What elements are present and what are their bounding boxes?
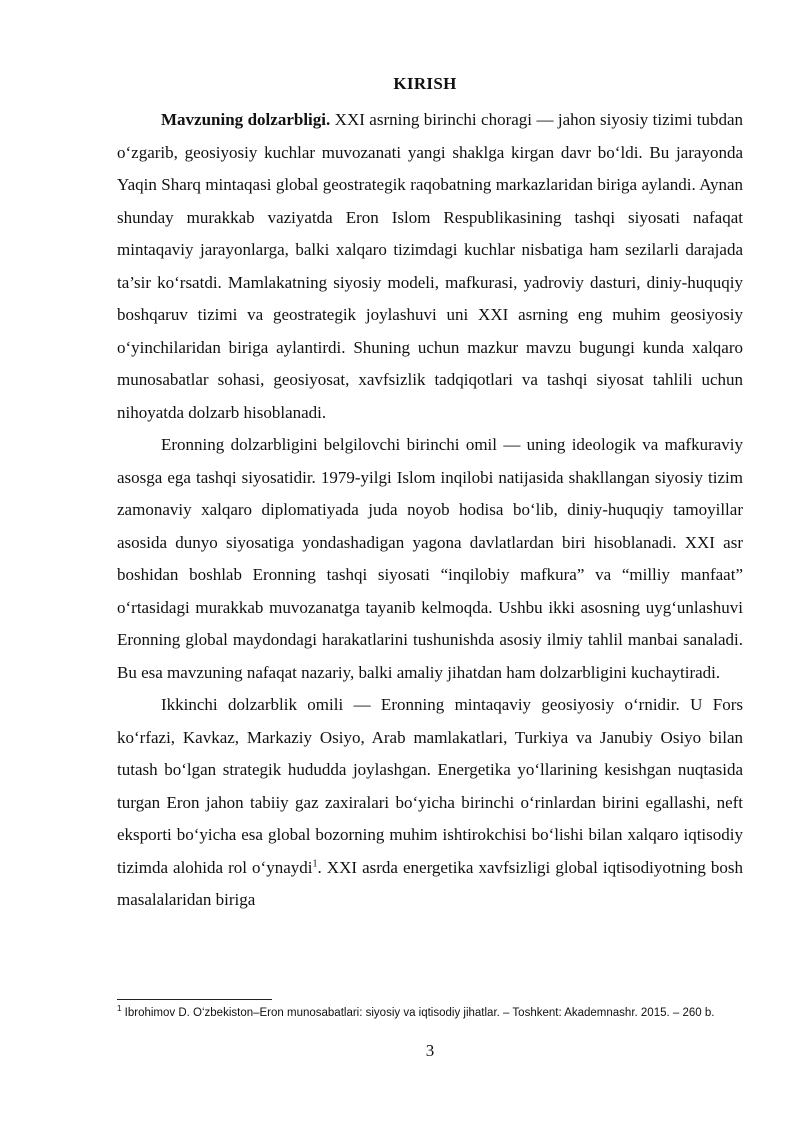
- footnote-separator: [117, 999, 272, 1000]
- paragraph-3-continuation: . XXI asrda energetika xavfsizligi global iqtisodiyotning bosh masalalaridan biriga: [117, 857, 743, 909]
- footnote-marker: 1: [117, 1004, 122, 1014]
- page-number: 3: [425, 1041, 435, 1060]
- paragraph-2: Eronning dolzarbligini belgilovchi birinchi omil — uning ideologik va mafkuraviy asosga ega tashqi siyosatidir. 1979-yilgi Islom inqilobi natijasida shakllangan siyosiy tizim zamonaviy xalqaro diplomatiyada juda noyob hodisa bo‘lib, diniy-huquqiy tamoyillar asosida dunyo siyosatiga yondashadigan yagona davlatlardan biri hisoblanadi. XXI asr boshidan boshlab Eronning tashqi siyosati “inqilobiy mafkura” va “milliy manfaat” o‘rtasidagi murakkab muvozanatga tayanib kelmoqda. Ushbu ikki asosning uyg‘unlashuvi Eronning global maydondagi harakatlarini tushunishda asosiy ilmiy tahlil manbai sanaladi. Bu esa mavzuning nafaqat nazariy, balki amaliy jihatdan ham dolzarbligini kuchaytiradi.: [117, 435, 743, 682]
- relevance-heading: Mavzuning dolzarbligi.: [161, 110, 331, 129]
- paragraph-1-text: XXI asrning birinchi choragi — jahon siyosiy tizimi tubdan o‘zgarib, geosiyosiy kuchlar muvozanati yangi shaklga kirgan davr bo‘ldi. Bu jarayonda Yaqin Sharq mintaqasi global geostrategik raqobatning markazlaridan biriga aylandi. Aynan shunday murakkab vaziyatda Eron Islom Respublikasining tashqi siyosati nafaqat mintaqaviy jarayonlarga, balki xalqaro tizimdagi kuchlar nisbatiga ham sezilarli darajada ta’sir ko‘rsatdi. Mamlakatning siyosiy modeli, mafkurasi, yadroviy dasturi, diniy-huquqiy boshqaruv tizimi va geostrategik joylashuvi uni XXI asrning eng muhim geosiyosiy o‘yinchilaridan biriga aylantirdi. Shuning uchun mazkur mavzu bugungi kunda xalqaro munosabatlar sohasi, geosiyosat, xavfsizlik tadqiqotlari va tashqi siyosat tahlili uchun nihoyatda dolzarb hisoblanadi.: [117, 110, 743, 422]
- footnote-text: Ibrohimov D. O‘zbekiston–Eron munosabatlari: siyosiy va iqtisodiy jihatlar. – Toshkent: Akademnashr. 2015. – 260 b.: [121, 1007, 715, 1019]
- section-title: KIRISH: [393, 74, 457, 93]
- footnote-reference[interactable]: 1: [312, 857, 318, 869]
- paragraph-3-text: Ikkinchi dolzarblik omili — Eronning mintaqaviy geosiyosiy o‘rnidir. U Fors ko‘rfazi, Kavkaz, Markaziy Osiyo, Arab mamlakatlari, Turkiya va Janubiy Osiyo bilan tutash bo‘lgan strategik hududda joylashgan. Energetika yo‘llarining kesishgan nuqtasida turgan Eron jahon tabiiy gaz zaxiralari bo‘yicha birinchi o‘rinlardan birini egallashi, neft eksporti bo‘yicha esa global bozorning muhim ishtirokchisi bo‘lishi bilan xalqaro iqtisodiy tizimda alohida rol o‘ynaydi: [117, 695, 743, 877]
- body-text: [117, 104, 743, 917]
- paragraph-relevance: [117, 104, 743, 429]
- paragraph-3: [117, 689, 743, 917]
- footnote: [117, 1005, 743, 1021]
